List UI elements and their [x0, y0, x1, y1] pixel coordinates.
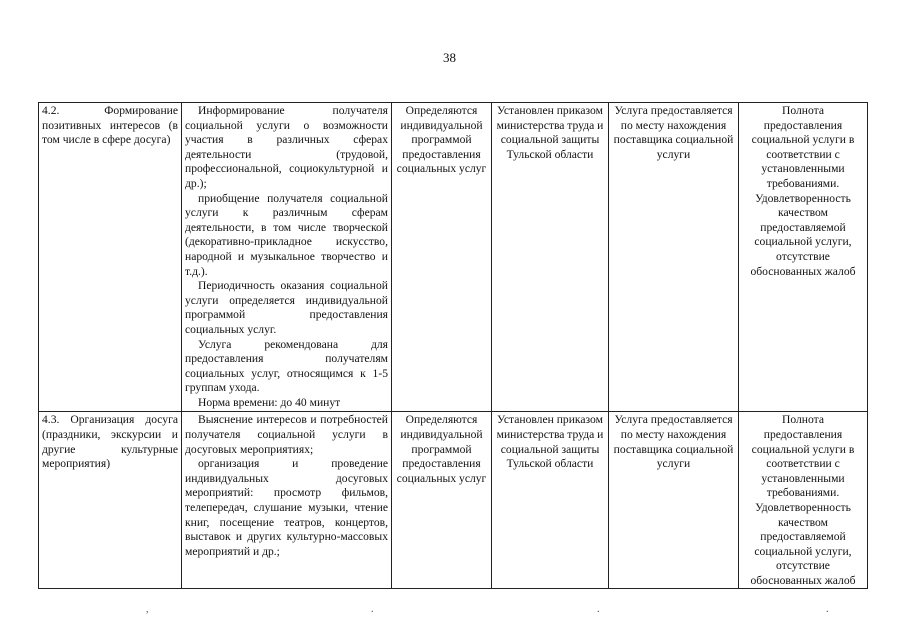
content-paragraph: организация и проведение индивидуальных досуговых мероприятий: просмотр фильмов, телепередач, слушание музыки, чтение книг, посещение театров, концертов, выставок и других культурно-массовых мероприятий и др.; — [185, 457, 388, 558]
content-paragraph: приобщение получателя социальной услуги к различным сферам деятельности, в том числе творческой (декоративно-прикладное искусство, народной и музыкальное творчество и т.д.). — [185, 191, 388, 278]
service-name-cell: 4.3. Организация досуга (праздники, экскурсии и другие культурные мероприятия) — [39, 412, 182, 589]
scan-marks — [0, 604, 899, 616]
content-paragraph: Информирование получателя социальной услуги о возможности участия в различных сферах деятельности (трудовой, профессиональной, социокультурной и др.); — [185, 104, 388, 190]
service-quality-cell: Полнота предоставления социальной услуги в соответствии с установленными требованиями. Удовлетворенность качеством предоставляемой социальной услуги, отсутствие обоснованных жалоб — [739, 103, 868, 412]
table-row — [39, 103, 868, 412]
service-content-cell — [182, 412, 392, 589]
table-row — [39, 412, 868, 589]
service-quality-text: Полнота предоставления социальной услуги в соответствии с установленными требованиями. Удовлетворенность качеством предоставляемой социальной услуги, отсутствие обоснованных жалоб — [750, 413, 856, 587]
service-quality-cell — [739, 412, 868, 589]
service-content-cell — [182, 103, 392, 412]
service-tariff-cell: Установлен приказом министерства труда и социальной защиты Тульской области — [492, 103, 609, 412]
service-volume-cell: Определяются индивидуальной программой предоставления социальных услуг — [392, 103, 492, 412]
content-paragraph: Норма времени: до 40 минут — [198, 395, 341, 409]
content-paragraph: Выяснение интересов и потребностей получателя социальной услуги в досуговых мероприятиях; — [185, 413, 388, 456]
content-paragraph: Периодичность оказания социальной услуги определяется индивидуальной программой предоставления социальных услуг. — [185, 279, 388, 336]
service-volume-cell: Определяются индивидуальной программой предоставления социальных услуг — [392, 412, 492, 589]
content-paragraph: Услуга рекомендована для предоставления получателям социальных услуг, относящимся к 1-5 группам ухода. — [185, 337, 388, 395]
scan-mark: , — [146, 604, 149, 615]
page-number: 38 — [443, 50, 456, 65]
scan-mark: . — [597, 604, 600, 615]
services-table — [38, 102, 868, 589]
scan-mark: . — [371, 604, 374, 615]
service-conditions-cell: Услуга предоставляется по месту нахождения поставщика социальной услуги — [609, 412, 739, 589]
service-tariff-cell: Установлен приказом министерства труда и социальной защиты Тульской области — [492, 412, 609, 589]
scan-mark: . — [826, 604, 829, 615]
service-name-cell: 4.2. Формирование позитивных интересов (в том числе в сфере досуга) — [39, 103, 182, 412]
service-conditions-cell: Услуга предоставляется по месту нахождения поставщика социальной услуги — [609, 103, 739, 412]
